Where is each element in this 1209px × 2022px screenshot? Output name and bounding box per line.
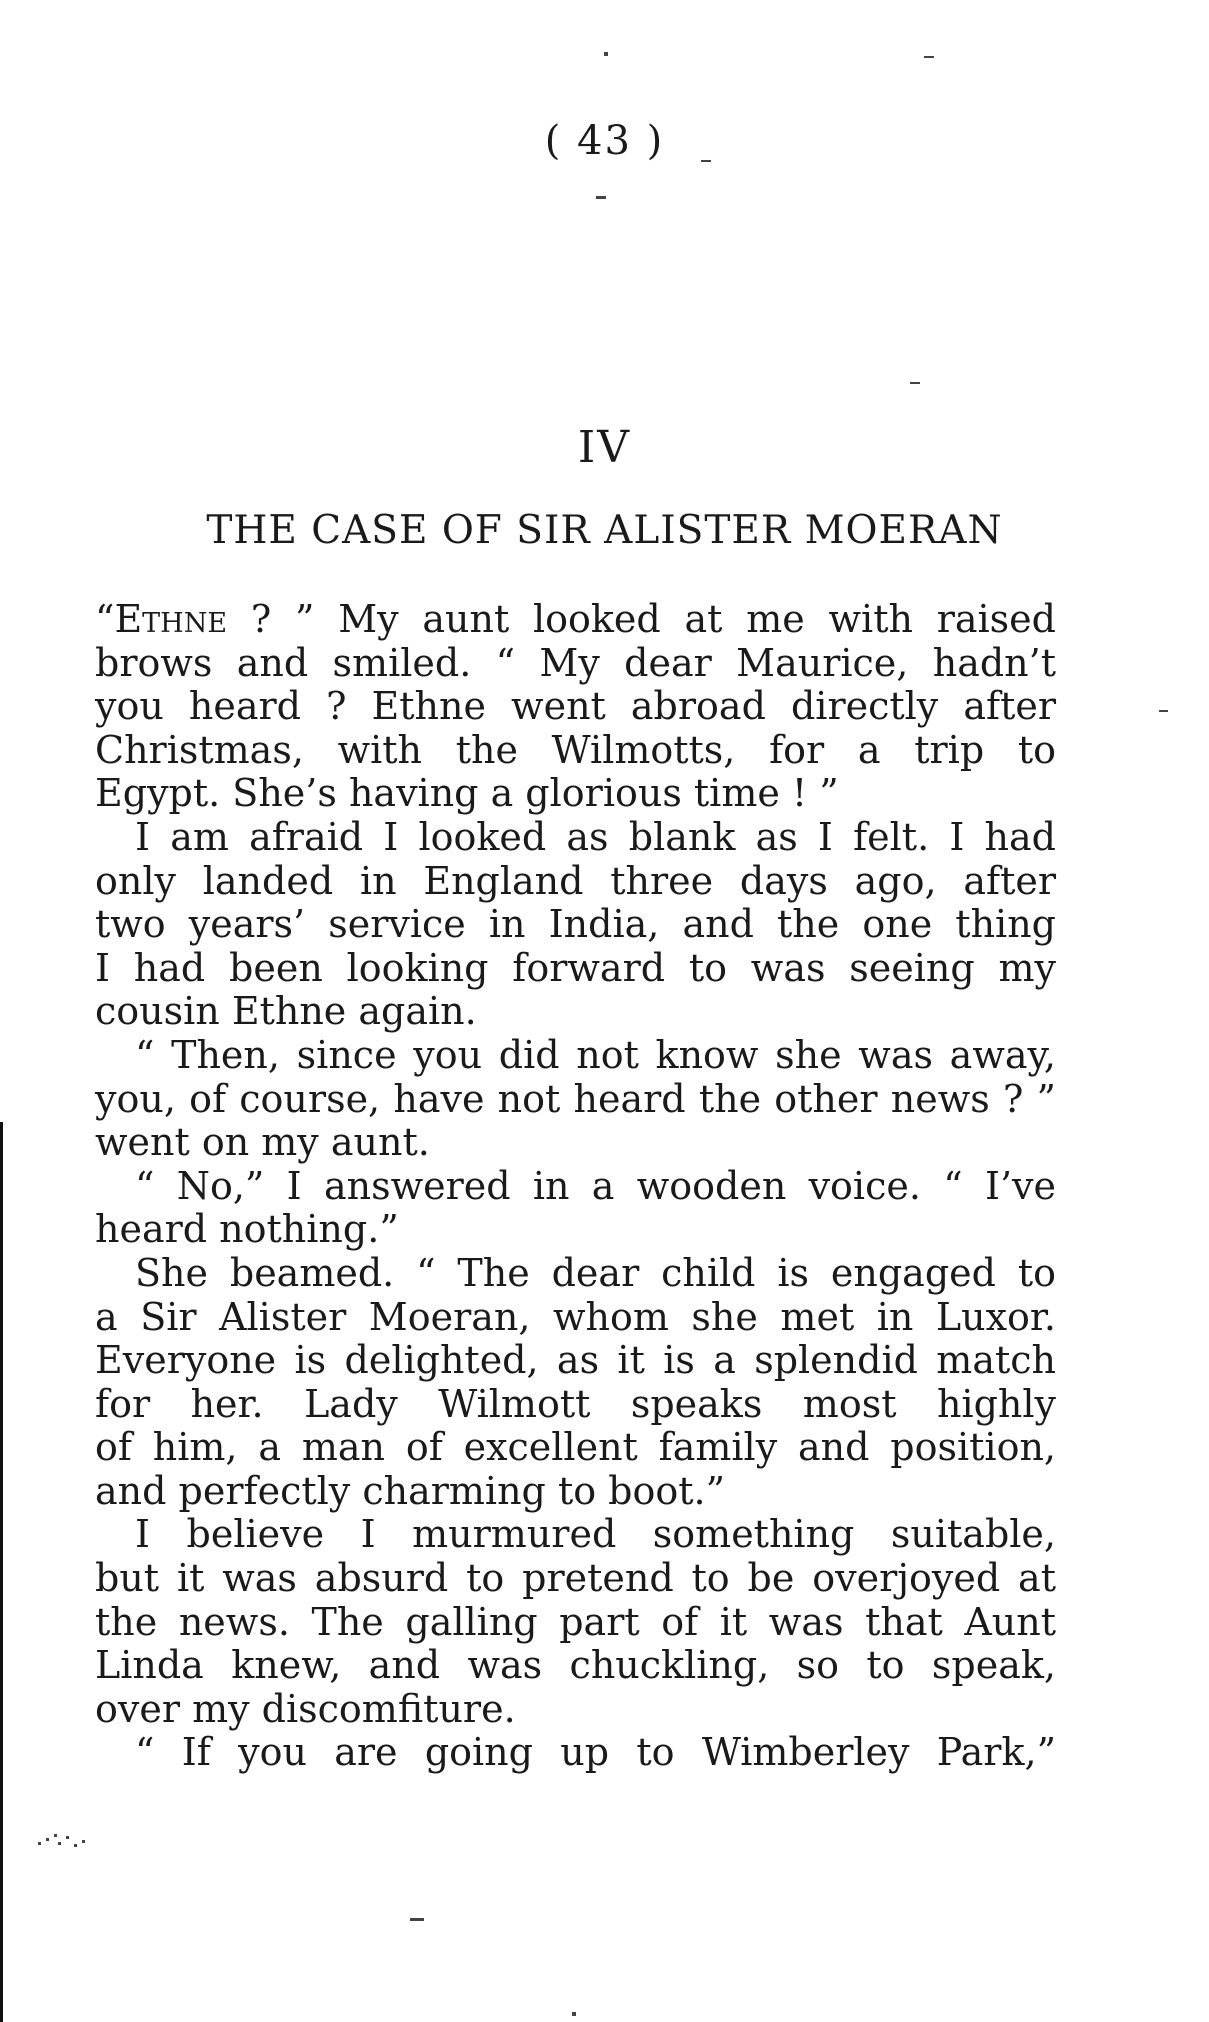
text-line: went on my aunt. bbox=[95, 1120, 430, 1165]
smallcaps-word: Ethne bbox=[114, 597, 228, 641]
text-line: I believe I murmured something suitable, bbox=[135, 1512, 1056, 1557]
text-line: only landed in England three days ago, after bbox=[95, 858, 1056, 903]
scan-speck bbox=[924, 56, 934, 58]
scan-speck bbox=[54, 1834, 57, 1837]
text-line: cousin Ethne again. bbox=[95, 989, 477, 1034]
scan-speck bbox=[82, 1840, 85, 1843]
text-line: “ Then, since you did not know she was away, bbox=[135, 1032, 1056, 1077]
scan-speck bbox=[410, 1918, 424, 1921]
scan-speck bbox=[58, 1842, 61, 1845]
scan-speck bbox=[910, 382, 920, 384]
text-line: you heard ? Ethne went abroad directly after bbox=[95, 684, 1056, 729]
first-line-rest: ? ” My aunt looked at me with raised bbox=[227, 597, 1056, 641]
text-line: I am afraid I looked as blank as I felt. I had bbox=[135, 814, 1056, 859]
text-line: I had been looking forward to was seeing my bbox=[95, 945, 1056, 990]
page-number: ( 43 ) bbox=[544, 118, 665, 164]
text-line: two years’ service in India, and the one thing bbox=[95, 902, 1056, 947]
text-line: heard nothing.” bbox=[95, 1207, 399, 1252]
opening-quote: “ bbox=[95, 597, 115, 641]
text-line: and perfectly charming to boot.” bbox=[95, 1468, 726, 1513]
scan-speck-cluster bbox=[38, 1830, 88, 1854]
text-line: over my discomfiture. bbox=[95, 1686, 516, 1731]
text-line: brows and smiled. “ My dear Maurice, hadn’t bbox=[95, 640, 1056, 685]
scan-speck bbox=[701, 160, 711, 162]
chapter-number: IV bbox=[577, 422, 632, 473]
scan-speck bbox=[1159, 710, 1168, 712]
text-line: “ If you are going up to Wimberley Park,” bbox=[135, 1730, 1056, 1775]
text-line: Everyone is delighted, as it is a splendid match bbox=[95, 1338, 1056, 1383]
text-line: for her. Lady Wilmott speaks most highly bbox=[95, 1381, 1056, 1426]
body-text bbox=[95, 598, 1056, 1775]
text-line: the news. The galling part of it was that Aunt bbox=[95, 1599, 1056, 1644]
text-line: Linda knew, and was chuckling, so to speak, bbox=[95, 1643, 1056, 1688]
text-line: “ No,” I answered in a wooden voice. “ I’ve bbox=[135, 1163, 1056, 1208]
scan-speck bbox=[596, 196, 606, 199]
scan-speck bbox=[66, 1836, 69, 1839]
text-line: a Sir Alister Moeran, whom she met in Luxor. bbox=[95, 1294, 1056, 1339]
scan-speck bbox=[604, 52, 608, 56]
scan-margin-rule bbox=[0, 1122, 3, 2022]
scan-speck bbox=[38, 1842, 41, 1845]
scan-speck bbox=[572, 2012, 576, 2016]
text-line: Egypt. She’s having a glorious time ! ” bbox=[95, 771, 839, 816]
text-line: of him, a man of excellent family and position, bbox=[95, 1425, 1056, 1470]
text-line: Christmas, with the Wilmotts, for a trip to bbox=[95, 727, 1056, 772]
chapter-title: THE CASE OF SIR ALISTER MOERAN bbox=[206, 508, 1003, 553]
text-line: but it was absurd to pretend to be overjoyed at bbox=[95, 1556, 1056, 1601]
scan-speck bbox=[46, 1838, 49, 1841]
text-line: you, of course, have not heard the other news ? ” bbox=[95, 1076, 1056, 1121]
scan-speck bbox=[74, 1844, 77, 1847]
text-line: She beamed. “ The dear child is engaged to bbox=[135, 1250, 1056, 1295]
text-line bbox=[95, 598, 1056, 642]
